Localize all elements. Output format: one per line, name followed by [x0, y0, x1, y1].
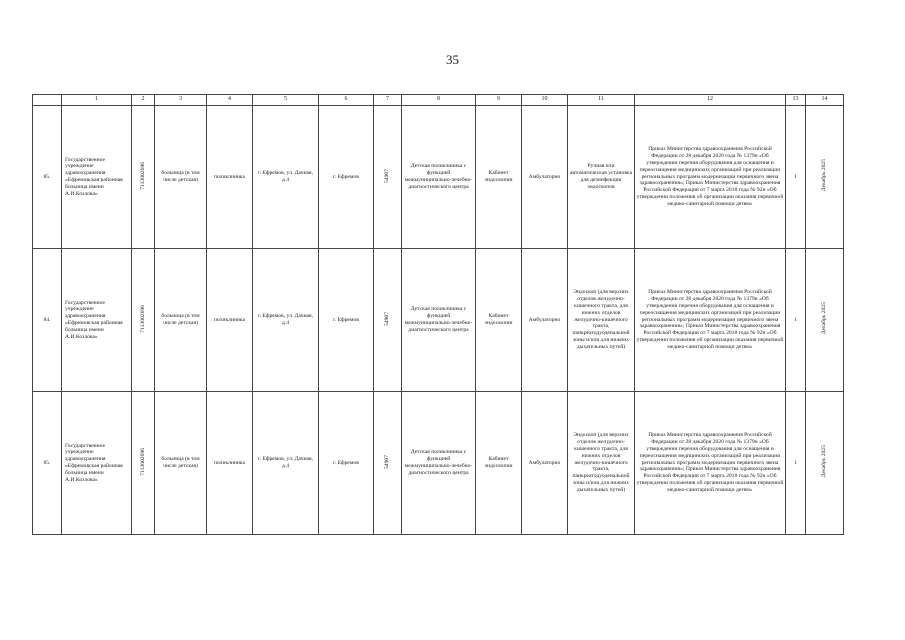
table-row [33, 392, 844, 535]
header-cell: 6 [319, 95, 374, 106]
facility-type: больница (в том числе детская) [155, 392, 207, 535]
date-value: Декабрь 2025 [821, 302, 828, 335]
equipment: Ручная или автоматическая установка для дезинфекции эндоскопов [568, 106, 635, 249]
care-type: Амбулаторно [522, 106, 568, 249]
equipment: Эндоскоп (для верхних отделов желудочно-кишечного тракта, для нижних отделов желудочно-кишечного тракта, панкреатодуоденальной зоны и/или для нижних дыхательных путей) [568, 392, 635, 535]
page-number: 35 [446, 52, 459, 67]
header-cell: 8 [402, 95, 476, 106]
department: Детская поликлиника с функцией межмуниципально-лечебно-диагностического центра [402, 106, 476, 249]
code-cell [374, 249, 402, 392]
city: г. Ефремов [319, 249, 374, 392]
organization-name: Государственное учреждение здравоохранения «Ефремовская районная больница имени А.И.Козлова» [62, 392, 132, 535]
date-cell [806, 392, 844, 535]
header-cell: 3 [155, 95, 207, 106]
header-cell: 12 [635, 95, 786, 106]
quantity: 1 [786, 392, 806, 535]
header-cell: 4 [207, 95, 253, 106]
unit-type: поликлиника [207, 106, 253, 249]
care-type: Амбулаторно [522, 392, 568, 535]
city: г. Ефремов [319, 392, 374, 535]
code-value: 54907 [384, 311, 391, 326]
header-cell: 1 [62, 95, 132, 106]
room: Кабинет эндоскопии [476, 249, 522, 392]
header-cell: 13 [786, 95, 806, 106]
organization-name: Государственное учреждение здравоохранения «Ефремовская районная больница имени А.И.Козлова» [62, 106, 132, 249]
unit-type: поликлиника [207, 249, 253, 392]
code-value: 54907 [384, 454, 391, 469]
address: г. Ефремов, ул. Дачная, д.4 [253, 392, 319, 535]
address: г. Ефремов, ул. Дачная, д.4 [253, 106, 319, 249]
header-cell: 7 [374, 95, 402, 106]
department: Детская поликлиника с функцией межмуниципально-лечебно-диагностического центра [402, 249, 476, 392]
inn-value: 7113002696 [139, 447, 146, 476]
inn-value: 7113002696 [139, 304, 146, 333]
equipment-table [32, 94, 844, 535]
address: г. Ефремов, ул. Дачная, д.4 [253, 249, 319, 392]
department: Детская поликлиника с функцией межмуниципально-лечебно-диагностического центра [402, 392, 476, 535]
inn-cell [132, 106, 155, 249]
facility-type: больница (в том числе детская) [155, 106, 207, 249]
unit-type: поликлиника [207, 392, 253, 535]
legal-basis: Приказ Министерства здравоохранения Российской Федерации от 28 декабря 2020 года № 1379н «Об утверждении перечня оборудования для оснащения и переоснащения медицинских организаций при реализации региональных программ модернизации первичного звена здравоохранения»; Приказ Министерства здравоохранения Российской Федерации от 7 марта 2018 года № 92н «Об утверждении положения об организации оказания первичной медико-санитарной помощи детям» [635, 392, 786, 535]
table-row [33, 249, 844, 392]
table-row [33, 106, 844, 249]
header-row [33, 95, 844, 106]
room: Кабинет эндоскопии [476, 392, 522, 535]
date-cell [806, 106, 844, 249]
code-cell [374, 392, 402, 535]
row-number: 85. [33, 392, 62, 535]
date-value: Декабрь 2025 [821, 159, 828, 192]
code-value: 54907 [384, 168, 391, 183]
room: Кабинет эндоскопии [476, 106, 522, 249]
city: г. Ефремов [319, 106, 374, 249]
date-value: Декабрь 2025 [821, 445, 828, 478]
quantity: 1 [786, 249, 806, 392]
organization-name: Государственное учреждение здравоохранения «Ефремовская районная больница имени А.И.Козлова» [62, 249, 132, 392]
legal-basis: Приказ Министерства здравоохранения Российской Федерации от 28 декабря 2020 года № 1379н «Об утверждении перечня оборудования для оснащения и переоснащения медицинских организаций при реализации региональных программ модернизации первичного звена здравоохранения»; Приказ Министерства здравоохранения Российской Федерации от 7 марта 2018 года № 92н «Об утверждении положения об организации оказания первичной медико-санитарной помощи детям» [635, 106, 786, 249]
inn-cell [132, 392, 155, 535]
equipment: Эндоскоп (для верхних отделов желудочно-кишечного тракта, для нижних отделов желудочно-кишечного тракта, панкреатодуоденальной зоны и/или для нижних дыхательных путей) [568, 249, 635, 392]
code-cell [374, 106, 402, 249]
inn-value: 7113002696 [139, 161, 146, 190]
header-cell: 10 [522, 95, 568, 106]
header-cell: 2 [132, 95, 155, 106]
date-cell [806, 249, 844, 392]
header-cell: 11 [568, 95, 635, 106]
facility-type: больница (в том числе детская) [155, 249, 207, 392]
row-number: 84. [33, 249, 62, 392]
care-type: Амбулаторно [522, 249, 568, 392]
inn-cell [132, 249, 155, 392]
header-cell: 9 [476, 95, 522, 106]
quantity: 1 [786, 106, 806, 249]
legal-basis: Приказ Министерства здравоохранения Российской Федерации от 28 декабря 2020 года № 1379н «Об утверждении перечня оборудования для оснащения и переоснащения медицинских организаций при реализации региональных программ модернизации первичного звена здравоохранения»; Приказ Министерства здравоохранения Российской Федерации от 7 марта 2018 года № 92н «Об утверждении положения об организации оказания первичной медико-санитарной помощи детям» [635, 249, 786, 392]
header-cell: 5 [253, 95, 319, 106]
header-cell [33, 95, 62, 106]
header-cell: 14 [806, 95, 844, 106]
row-number: 85. [33, 106, 62, 249]
